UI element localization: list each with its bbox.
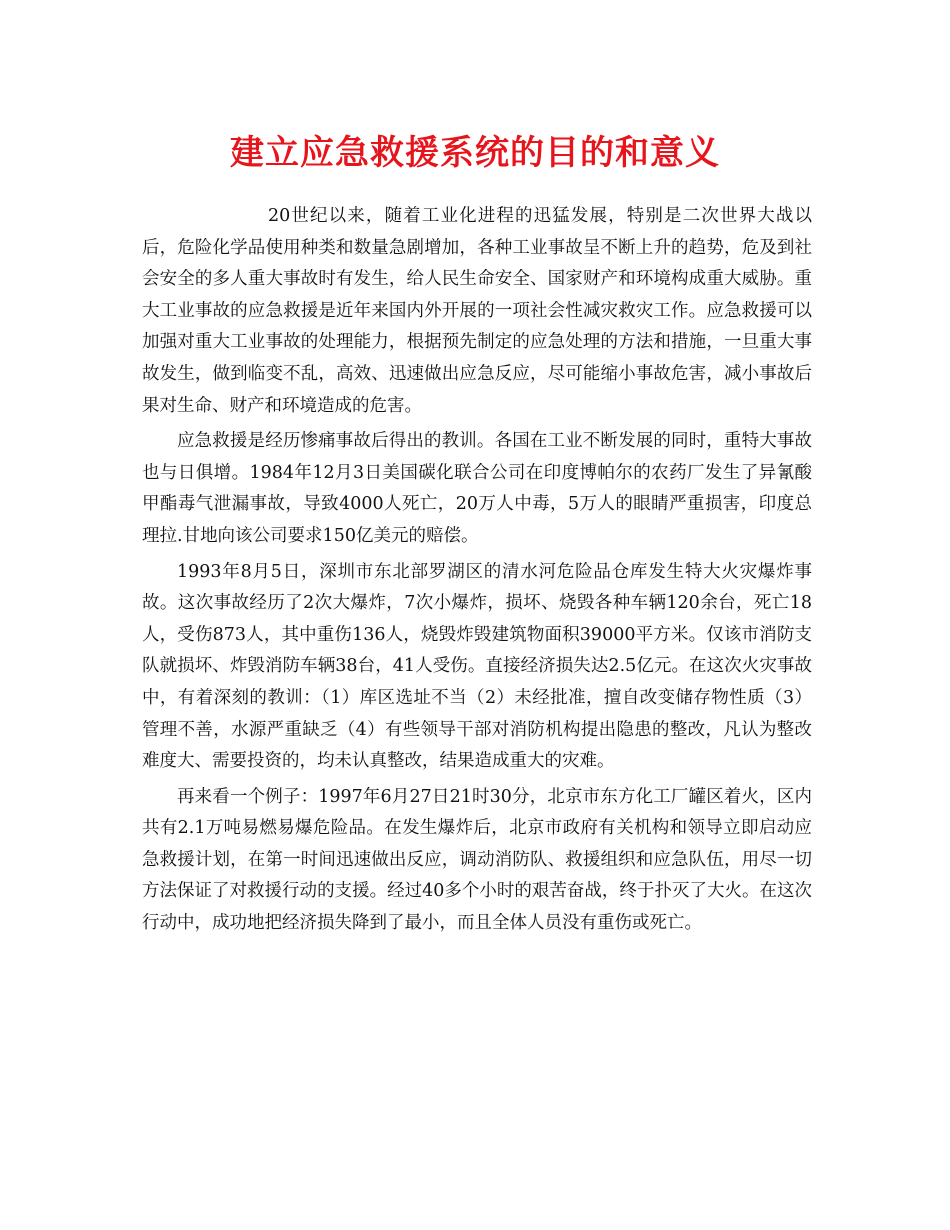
paragraph-bhopal: 应急救援是经历惨痛事故后得出的教训。各国在工业不断发展的同时，重特大事故也与日俱增。1984年12月3日美国碳化联合公司在印度博帕尔的农药厂发生了异氰酸甲酯毒气泄漏事故，导致4000人死亡，20万人中毒，5万人的眼睛严重损害，印度总理拉.甘地向该公司要求150亿美元的赔偿。 [142,431,812,546]
paragraph-shenzhen: 1993年8月5日，深圳市东北部罗湖区的清水河危险品仓库发生特大火灾爆炸事故。这次事故经历了2次大爆炸，7次小爆炸，损坏、烧毁各种车辆120余台，死亡18人，受伤873人，其中重伤136人，烧毁炸毁建筑物面积39000平方米。仅该市消防支队就损坏、炸毁消防车辆38台，41人受伤。直接经济损失达2.5亿元。在这次火灾事故中，有着深刻的教训：（1）库区选址不当（2）未经批准，擅自改变储存物性质（3）管理不善，水源严重缺乏（4）有些领导干部对消防机构提出隐患的整改，凡认为整改难度大、需要投资的，均未认真整改，结果造成重大的灾难。 [142,561,812,772]
paragraph-beijing: 再来看一个例子：1997年6月27日21时30分，北京市东方化工厂罐区着火，区内共有2.1万吨易燃易爆危险品。在发生爆炸后，北京市政府有关机构和领导立即启动应急救援计划，在第一时间迅速做出反应，调动消防队、救援组织和应急队伍，用尽一切方法保证了对救援行动的支援。经过40多个小时的艰苦奋战，终于扑灭了大火。在这次行动中，成功地把经济损失降到了最小，而且全体人员没有重伤或死亡。 [142,786,812,934]
document-body [142,201,812,940]
document-title: 建立应急救援系统的目的和意义 [230,133,720,173]
paragraph-intro: 20世纪以来，随着工业化进程的迅猛发展，特别是二次世界大战以后，危险化学品使用种类和数量急剧增加，各种工业事故呈不断上升的趋势，危及到社会安全的多人重大事故时有发生，给人民生命安全、国家财产和环境构成重大威胁。重大工业事故的应急救援是近年来国内外开展的一项社会性减灾救灾工作。应急救援可以加强对重大工业事故的处理能力，根据预先制定的应急处理的方法和措施，一旦重大事故发生，做到临变不乱，高效、迅速做出应急反应，尽可能缩小事故危害，减小事故后果对生命、财产和环境造成的危害。 [142,206,812,416]
